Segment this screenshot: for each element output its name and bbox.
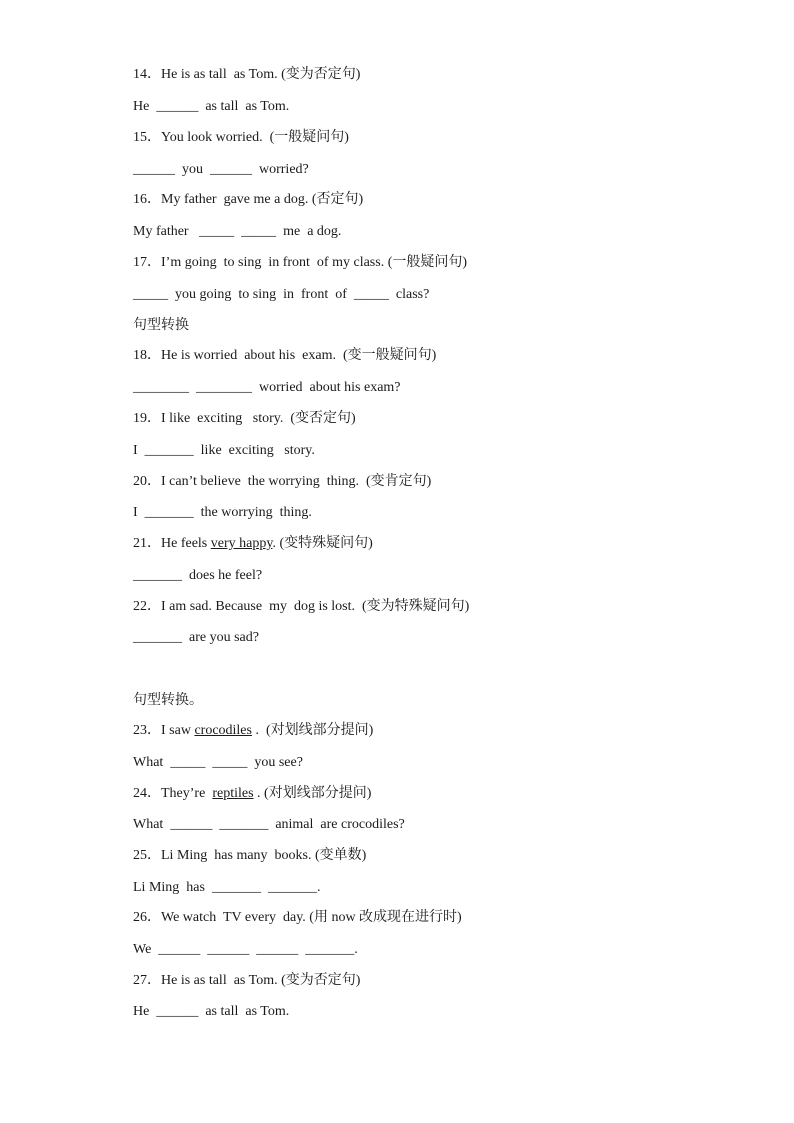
- question-19: 19．I like exciting story. (变否定句): [133, 411, 356, 426]
- section-heading: 句型转换。: [133, 692, 203, 708]
- question-instruction: . (对划线部分提问): [253, 786, 372, 801]
- answer-line-17: _____ you going to sing in front of _____ class?: [133, 287, 430, 302]
- question-22: 22．I am sad. Because my dog is lost. (变为特殊疑问句): [133, 599, 470, 614]
- answer-line-19: I _______ like exciting story.: [133, 443, 315, 458]
- question-17: 17．I’m going to sing in front of my class. (一般疑问句): [133, 255, 468, 270]
- question-21: [133, 534, 373, 554]
- question-16: 16．My father gave me a dog. (否定句): [133, 192, 364, 207]
- question-25: 25．Li Ming has many books. (变单数): [133, 848, 367, 863]
- underlined-phrase: crocodiles: [194, 723, 252, 738]
- question-15: 15．You look worried. (一般疑问句): [133, 130, 349, 145]
- question-instruction: . (变特殊疑问句): [272, 536, 373, 551]
- answer-line-26: We ______ ______ ______ _______.: [133, 942, 358, 957]
- question-text: 21．He feels: [133, 536, 211, 551]
- question-27: 27．He is as tall as Tom. (变为否定句): [133, 973, 361, 988]
- question-18: 18．He is worried about his exam. (变一般疑问句): [133, 348, 437, 363]
- answer-line-18: ________ ________ worried about his exam?: [133, 380, 401, 395]
- answer-line-24: What ______ _______ animal are crocodiles?: [133, 817, 405, 832]
- question-20: 20．I can’t believe the worrying thing. (变肯定句): [133, 474, 432, 489]
- answer-line-21: _______ does he feel?: [133, 568, 263, 583]
- question-23: [133, 721, 373, 741]
- answer-line-14: He ______ as tall as Tom.: [133, 99, 290, 114]
- question-26: 26．We watch TV every day. (用 now 改成现在进行时): [133, 910, 462, 925]
- question-text: 24．They’re: [133, 786, 213, 801]
- question-text: 23．I saw: [133, 723, 195, 738]
- answer-line-25: Li Ming has _______ _______.: [133, 880, 321, 895]
- question-14: 14．He is as tall as Tom. (变为否定句): [133, 67, 361, 82]
- underlined-phrase: reptiles: [212, 786, 254, 801]
- answer-line-27: He ______ as tall as Tom.: [133, 1004, 290, 1019]
- question-24: [133, 784, 371, 804]
- section-heading: 句型转换: [133, 317, 189, 333]
- question-instruction: . (对划线部分提问): [251, 723, 374, 738]
- answer-line-20: I _______ the worrying thing.: [133, 505, 312, 520]
- answer-line-23: What _____ _____ you see?: [133, 755, 303, 770]
- answer-line-22: _______ are you sad?: [133, 630, 259, 645]
- underlined-phrase: very happy: [210, 536, 273, 551]
- answer-line-15: ______ you ______ worried?: [133, 162, 309, 177]
- answer-line-16: My father _____ _____ me a dog.: [133, 224, 342, 239]
